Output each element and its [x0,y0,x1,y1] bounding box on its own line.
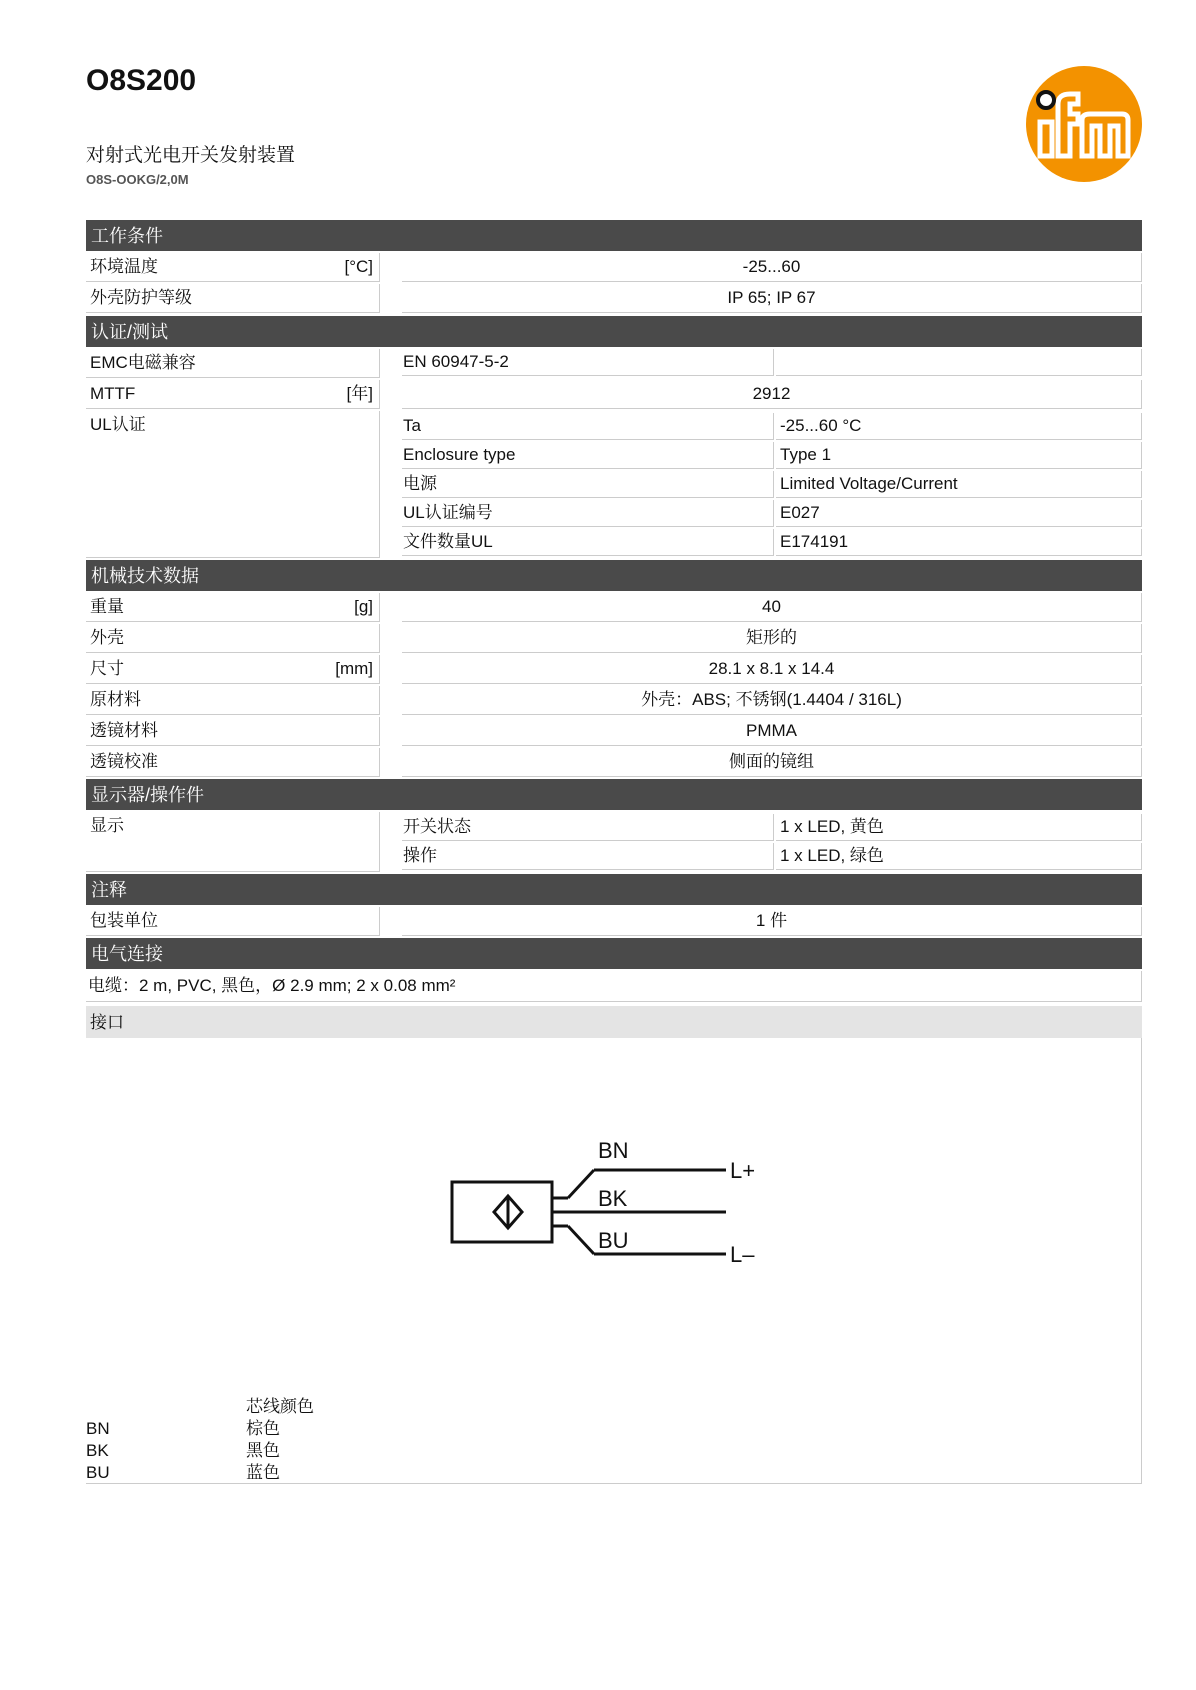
wire-code: BU [86,1463,110,1482]
dimensions-value: 28.1 x 8.1 x 14.4 [402,655,1142,684]
lens-alignment-value: 侧面的镜组 [402,748,1142,777]
section-electrical: 电气连接 [86,938,1142,969]
weight-value: 40 [402,593,1142,622]
ul-value: E174191 [776,529,1142,556]
ul-value: -25...60 °C [776,413,1142,440]
terminal-lplus: L+ [730,1158,756,1183]
wire-color: 蓝色 [246,1463,280,1482]
wiring-diagram [446,1126,776,1286]
wire-color: 黑色 [246,1441,280,1460]
section-notes: 注释 [86,874,1142,905]
ul-key: Ta [402,413,774,440]
row-protection [86,284,1142,313]
ul-label: UL认证 [90,415,146,434]
section-mechanical-data: 机械技术数据 [86,560,1142,591]
packaging-value: 1 件 [402,907,1142,936]
protection-label: 外壳防护等级 [90,288,192,307]
row-lens-material [86,717,1142,746]
ul-value: Type 1 [776,442,1142,469]
display-key: 操作 [402,843,774,870]
row-ul [86,411,1142,558]
lens-alignment-label: 透镜校准 [90,752,158,771]
section-display: 显示器/操作件 [86,779,1142,810]
ul-value: Limited Voltage/Current [776,471,1142,498]
lens-material-value: PMMA [402,717,1142,746]
display-label: 显示 [90,816,124,835]
row-emc [86,349,1142,378]
wire-color-header: 芯线颜色 [246,1397,314,1416]
wire-label-bu: BU [598,1228,629,1253]
row-mttf [86,380,1142,409]
row-lens-alignment [86,748,1142,777]
mttf-label: MTTF [90,384,136,403]
ul-row [402,442,1142,469]
wire-color-row [86,1462,314,1484]
wire-code: BK [86,1441,109,1460]
ifm-logo [1024,64,1144,184]
ul-key: Enclosure type [402,442,774,469]
wire-color-row [86,1440,314,1462]
weight-label: 重量 [90,597,124,616]
ul-row [402,471,1142,498]
row-housing [86,624,1142,653]
ambient-temperature-unit: [°C] [344,257,373,276]
ul-row [402,500,1142,527]
display-value: 1 x LED, 黄色 [776,814,1142,841]
emc-label: EMC电磁兼容 [90,353,196,372]
row-packaging [86,907,1142,936]
wire-color-row [86,1418,314,1440]
datasheet [86,218,1142,1484]
dimensions-label: 尺寸 [90,659,124,678]
display-row [402,814,1142,841]
row-display [86,812,1142,872]
order-code: O8S-OOKG/2,0M [86,172,189,187]
ul-key: UL认证编号 [402,500,774,527]
wire-code: BN [86,1419,110,1438]
ul-row [402,529,1142,556]
row-ambient-temperature [86,253,1142,282]
packaging-label: 包装单位 [90,911,158,930]
housing-label: 外壳 [90,628,124,647]
section-approvals: 认证/测试 [86,316,1142,347]
row-weight [86,593,1142,622]
material-value: 外壳：ABS; 不锈钢(1.4404 / 316L) [402,686,1142,715]
product-description: 对射式光电开关发射装置 [86,145,296,166]
page-title: O8S200 [86,64,197,97]
protection-value: IP 65; IP 67 [402,284,1142,313]
mttf-unit: [年] [346,384,373,403]
mttf-value: 2912 [402,380,1142,409]
display-row [402,843,1142,870]
emc-value: EN 60947-5-2 [402,349,774,376]
wiring-diagram-box [86,1038,1142,1484]
display-value: 1 x LED, 绿色 [776,843,1142,870]
row-dimensions [86,655,1142,684]
section-operating-conditions: 工作条件 [86,220,1142,251]
connection-heading: 接口 [86,1006,1142,1038]
material-label: 原材料 [90,690,141,709]
row-material [86,686,1142,715]
wire-label-bn: BN [598,1138,629,1163]
cable-spec: 电缆：2 m, PVC, 黑色，Ø 2.9 mm; 2 x 0.08 mm² [86,971,1142,1002]
sensor-housing [452,1182,552,1242]
wire-label-bk: BK [598,1186,628,1211]
terminal-lminus: L– [730,1242,755,1267]
wire-color-table [86,1396,314,1484]
weight-unit: [g] [354,597,373,616]
ul-key: 文件数量UL [402,529,774,556]
ul-key: 电源 [402,471,774,498]
ambient-temperature-label: 环境温度 [90,257,158,276]
ul-value: E027 [776,500,1142,527]
wire-color: 棕色 [246,1419,280,1438]
dimensions-unit: [mm] [335,659,373,678]
ambient-temperature-value: -25...60 [402,253,1142,282]
display-key: 开关状态 [402,814,774,841]
ul-row [402,413,1142,440]
housing-value: 矩形的 [402,624,1142,653]
lens-material-label: 透镜材料 [90,721,158,740]
